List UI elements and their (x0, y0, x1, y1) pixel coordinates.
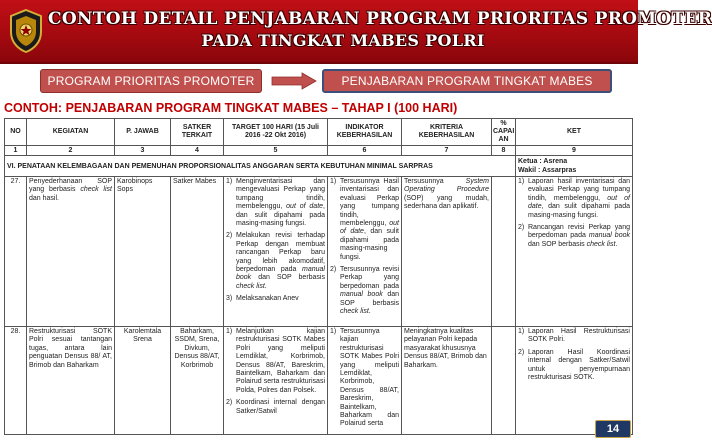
list-text: Tersusunnya kajian restrukturisasi SOTK Mabes Polri yang meliputi Lemdiklat, Korbrimob, Densus 88/AT, Bareskrim, Baintelkam, Baharkam dan Polairud serta (340, 328, 399, 428)
row-kriteria: Meningkatnya kualitas pelayanan Polri kepada masyarakat khususnya Densus 88/AT, Brimob dan Baharkam. (402, 327, 492, 435)
list-item (226, 328, 325, 395)
right-arrow-icon (272, 73, 316, 89)
row-capaian (492, 327, 516, 435)
col-number: 8 (492, 146, 516, 156)
list-text: Koordinasi internal dengan Satker/Satwil (236, 399, 325, 415)
list-text (236, 232, 325, 291)
text-segment-italic: check list (586, 240, 616, 248)
header-satker: SATKER TERKAIT (171, 119, 224, 146)
list-text: Laporan Hasil Restrukturisasi SOTK Polri. (528, 328, 630, 344)
list-num: 2) (226, 399, 233, 407)
polri-emblem-icon (6, 6, 46, 56)
list-text: Melanjutkan kajian restrukturisasi SOTK Mabes Polri yang meliputi Lemdiklat, Korbrimob, Densus 88/AT, Bareskrim, Baintelkam, Baharkam dan Polairud serta restrukturisasi Polda, Polres dan Polsek. (236, 328, 325, 394)
row-target (224, 177, 328, 327)
list-num: 3) (226, 295, 233, 303)
list-num: 2) (330, 266, 337, 274)
list-item (518, 178, 630, 220)
header-no: NO (5, 119, 27, 146)
list-item (330, 178, 399, 262)
row-capaian (492, 177, 516, 327)
text-segment: (SOP) yang mudah, sederhana dan aplikatif. (404, 194, 489, 211)
col-number: 5 (224, 146, 328, 156)
list-item (518, 224, 630, 249)
text-segment-italic: manual book (340, 291, 383, 299)
list-num: 2) (226, 232, 233, 240)
program-table (4, 118, 633, 435)
text-segment-italic: manual book (588, 232, 630, 240)
row-ket (516, 327, 633, 435)
col-number: 4 (171, 146, 224, 156)
tab-program-prioritas[interactable]: PROGRAM PRIORITAS PROMOTER (40, 69, 262, 93)
program-table-container (4, 118, 634, 442)
header-kriteria: KRITERIA KEBERHASILAN (402, 119, 492, 146)
header-indikator: INDIKATOR KEBERHASILAN (328, 119, 402, 146)
list-item (226, 178, 325, 228)
list-text (528, 178, 630, 220)
section-title: VI. PENATAAN KELEMBAGAAN DAN PEMENUHAN PROPORSIONALITAS ANGGARAN SERTA KEBUTUHAN MINIMAL SARPRAS (5, 156, 516, 177)
list-text (340, 178, 399, 262)
column-number-row (5, 146, 633, 156)
row-satker: Satker Mabes (171, 177, 224, 327)
list-item (518, 349, 630, 383)
text-segment: Menginventarisasi dan mengevaluasi Perkap yang tumpang tindih, membelenggu, (236, 178, 325, 211)
text-segment: Melakukan revisi terhadap Perkap dengan membuat rancangan Perkap baru yang lebih akomodatif, berpedoman pada (236, 232, 325, 274)
row-no: 28. (5, 327, 27, 435)
header-capaian: % CAPAI AN (492, 119, 516, 146)
page-title-line1: CONTOH DETAIL PENJABARAN PROGRAM PRIORITAS PROMOTER (48, 9, 712, 29)
list-text (340, 266, 399, 316)
row-target (224, 327, 328, 435)
list-text: Laporan Hasil Koordinasi internal dengan Satker/Satwil untuk penyempurnaan restrukturisasi SOTK. (528, 348, 630, 382)
text-segment-italic: manual book (236, 266, 325, 282)
col-number: 2 (27, 146, 115, 156)
text-segment: Laporan hasil inventarisasi dan evaluasi Perkap yang tumpang tindih, membelenggu, (528, 178, 630, 202)
list-item (226, 295, 325, 303)
header-divider (0, 62, 638, 64)
list-num: 2) (518, 224, 525, 232)
text-segment-italic: out of date (286, 203, 324, 211)
text-segment: dan SOP berbasis (528, 240, 587, 248)
list-num: 1) (330, 178, 337, 185)
row-indikator (328, 327, 402, 435)
row-no: 27. (5, 177, 27, 327)
text-segment: . (615, 240, 618, 248)
text-segment: , dan sulit dipahami pada masing-masing fungsi. (340, 228, 399, 261)
text-segment: , dan sulit dipahami pada masing-masing fungsi. (528, 203, 630, 219)
header-ket: KET (516, 119, 633, 146)
list-item (518, 328, 630, 345)
text-segment-italic: out of date (528, 194, 630, 211)
text-segment: Tersusunnya Hasil inventarisasi dan evaluasi Perkap yang tumpang tindih, membelenggu, (340, 178, 399, 228)
row-kegiatan: Restrukturisasi SOTK Polri sesuai tantangan tugas, antara lain penguatan Densus 88/ AT, Brimob dan Baharkam (27, 327, 115, 435)
list-item (330, 266, 399, 316)
list-num: 1) (226, 328, 233, 335)
text-segment: Tersusunnya revisi Perkap yang berpedoman pada (340, 266, 399, 290)
row-pjawab: Karobinops Sops (115, 177, 171, 327)
section-ket (516, 156, 633, 177)
row-satker: Baharkam, SSDM, Srena, Divkum, Densus 88/AT, Korbrimob (171, 327, 224, 435)
table-header-row (5, 119, 633, 146)
text-segment: Tersusunnya (404, 178, 466, 185)
text-segment: , dan sulit dipahami pada masing-masing fungsi. (236, 203, 325, 228)
tab-penjabaran-program[interactable]: PENJABARAN PROGRAM TINGKAT MABES (322, 69, 612, 93)
page-number: 14 (595, 420, 631, 438)
header-kegiatan: KEGIATAN (27, 119, 115, 146)
text-segment: dan hasil. (29, 194, 59, 202)
col-number: 1 (5, 146, 27, 156)
text-segment: dan SOP berbasis (340, 291, 399, 307)
text-segment: . (264, 282, 267, 290)
text-segment-italic: check list (80, 186, 112, 194)
list-item (226, 399, 325, 416)
list-num: 1) (518, 328, 525, 335)
col-number: 3 (115, 146, 171, 156)
header-pjawab: P. JAWAB (115, 119, 171, 146)
list-item (330, 328, 399, 429)
table-row (5, 177, 633, 327)
row-indikator (328, 177, 402, 327)
list-num: 1) (226, 178, 233, 185)
list-num: 2) (518, 348, 525, 356)
text-segment: . (368, 308, 371, 316)
section-subtitle: CONTOH: PENJABARAN PROGRAM TINGKAT MABES – TAHAP I (100 HARI) (4, 101, 458, 115)
section-row (5, 156, 633, 177)
list-text: Melaksanakan Anev (236, 295, 299, 303)
row-ket (516, 177, 633, 327)
list-item (226, 232, 325, 291)
list-num: 1) (518, 178, 525, 185)
header-target: TARGET 100 HARI (15 Juli 2016 -22 Okt 2016) (224, 119, 328, 146)
text-segment-italic: check list (340, 308, 369, 316)
list-text (528, 224, 630, 249)
text-segment: dan SOP berbasis (251, 274, 325, 282)
table-row (5, 327, 633, 435)
list-text (236, 178, 325, 228)
section-ket-wakil: Wakil : Assarpras (518, 167, 577, 174)
list-num: 1) (330, 328, 337, 335)
row-kriteria (402, 177, 492, 327)
col-number: 7 (402, 146, 492, 156)
row-kegiatan (27, 177, 115, 327)
col-number: 6 (328, 146, 402, 156)
section-ket-ketua: Ketua : Asrena (518, 158, 568, 165)
text-segment-italic: System Operating Procedure (404, 178, 489, 194)
text-segment-italic: check list (236, 282, 265, 290)
col-number: 9 (516, 146, 633, 156)
text-segment: Penyederhanaan SOP yang berbasis (29, 178, 112, 194)
text-segment: Rancangan revisi Perkap yang berpedoman pada (528, 224, 630, 240)
text-segment-italic: out of date (340, 220, 399, 236)
page-title-line2: PADA TINGKAT MABES POLRI (201, 31, 485, 50)
row-pjawab: Karolemtala Srena (115, 327, 171, 435)
